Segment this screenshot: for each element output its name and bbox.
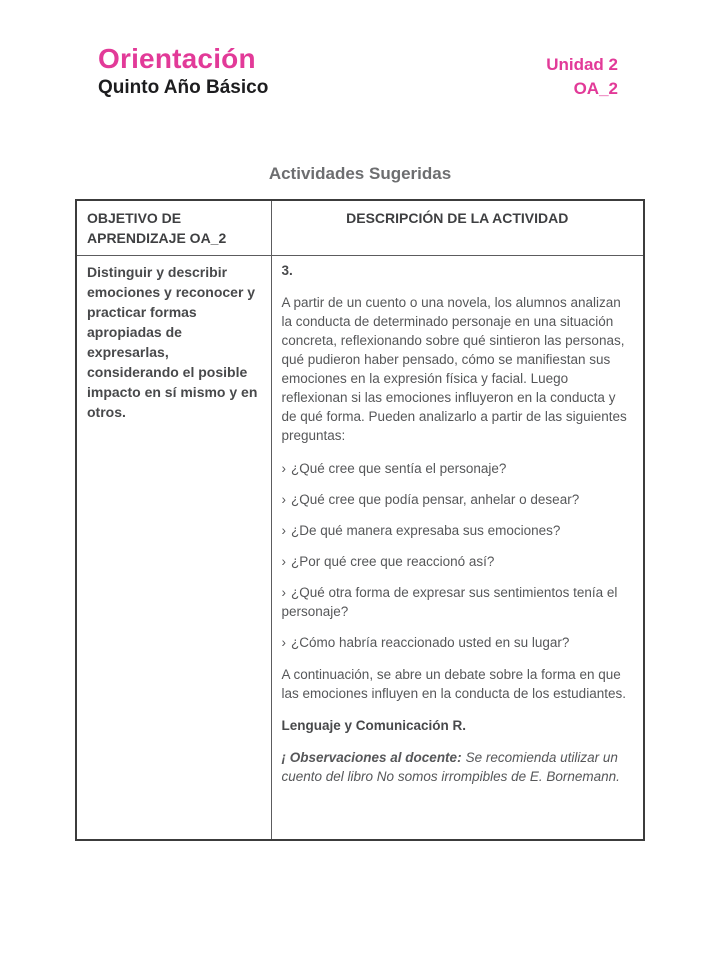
activity-table: [75, 199, 645, 841]
question-text: ¿Por qué cree que reaccionó así?: [291, 554, 495, 569]
unit-label: Unidad 2: [546, 55, 618, 74]
angle-bullet-icon: ›: [281, 492, 286, 507]
header-right: [546, 53, 618, 101]
question-text: ¿Qué otra forma de expresar sus sentimientos tenía el personaje?: [281, 585, 618, 619]
activity-description-cell: [271, 256, 644, 840]
observations-label: ¡ Observaciones al docente:: [281, 750, 462, 765]
question-item: [282, 583, 635, 621]
page-title: Actividades Sugeridas: [268, 164, 452, 183]
teacher-observations: [282, 748, 635, 786]
question-text: ¿Qué cree que podía pensar, anhelar o desear?: [291, 492, 580, 507]
table-header-row: [76, 200, 644, 256]
activity-number: 3.: [281, 263, 293, 278]
angle-bullet-icon: ›: [281, 635, 286, 650]
question-text: ¿De qué manera expresaba sus emociones?: [291, 523, 561, 538]
activity-intro: A partir de un cuento o una novela, los alumnos analizan la conducta de determinado personaje en una situación concreta, reflexionando sobre qué sintieron las personas, qué pudieron haber pensado, cómo se manifiestan sus emociones en la expresión física y facial. Luego reflexionan si las emociones influyeron en la conducta y de qué forma. Pueden analizarlo a partir de las siguientes preguntas:: [281, 295, 627, 443]
grade-subtitle: Quinto Año Básico: [98, 77, 269, 98]
question-text: ¿Qué cree que sentía el personaje?: [291, 461, 507, 476]
oa-code-label: OA_2: [573, 79, 618, 98]
question-item: [282, 490, 635, 509]
debate-paragraph: A continuación, se abre un debate sobre la forma en que las emociones influyen en la conducta de los estudiantes.: [281, 667, 626, 701]
document-header: [98, 42, 618, 101]
question-item: [282, 521, 635, 540]
header-left: [98, 42, 268, 100]
document-page: [0, 42, 720, 974]
subject-title: Orientación: [98, 43, 256, 74]
objective-column-header: OBJETIVO DE APRENDIZAJE OA_2: [76, 200, 271, 256]
question-item: [282, 459, 635, 478]
subject-reference: Lenguaje y Comunicación R.: [281, 718, 467, 733]
questions-list: [282, 459, 635, 652]
angle-bullet-icon: ›: [281, 461, 286, 476]
description-column-header: DESCRIPCIÓN DE LA ACTIVIDAD: [271, 200, 644, 256]
angle-bullet-icon: ›: [281, 554, 286, 569]
question-item: [282, 633, 635, 652]
observations-text: Se recomienda utilizar un cuento del libro No somos irrompibles de E. Bornemann.: [281, 750, 620, 784]
learning-objective-cell: Distinguir y describir emociones y reconocer y practicar formas apropiadas de expresarlas, considerando el posible impacto en sí mismo y en otros.: [76, 256, 271, 840]
angle-bullet-icon: ›: [281, 523, 286, 538]
angle-bullet-icon: ›: [281, 585, 286, 600]
table-body-row: [76, 256, 644, 840]
question-item: [282, 552, 635, 571]
question-text: ¿Cómo habría reaccionado usted en su lugar?: [291, 635, 570, 650]
